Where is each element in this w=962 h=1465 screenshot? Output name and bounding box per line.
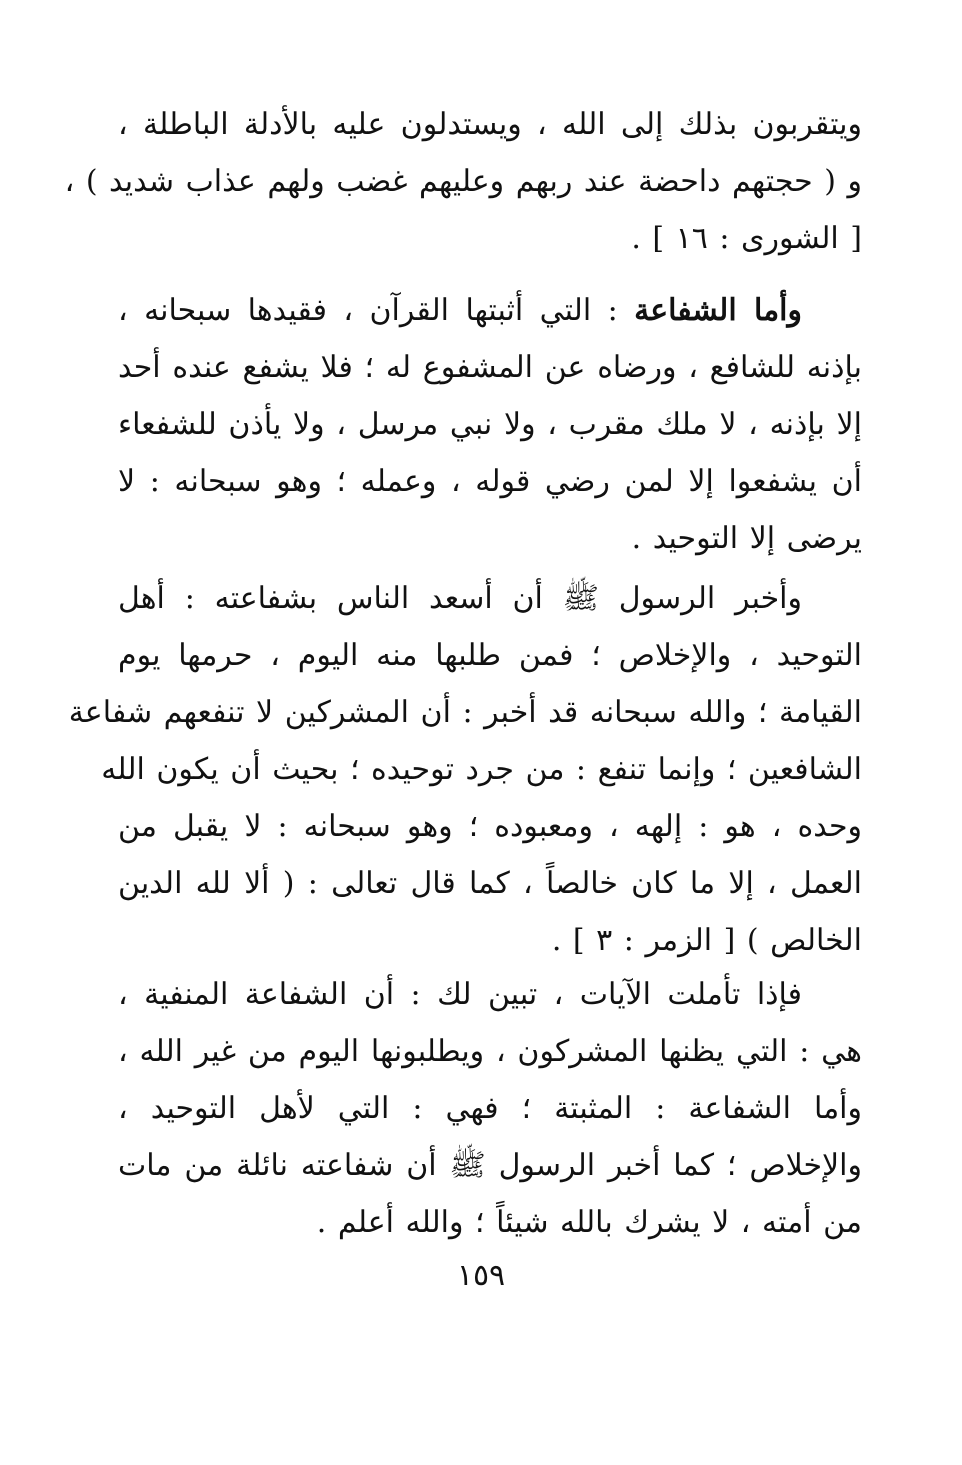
paragraph-2: [118, 282, 862, 567]
text-line: من أمته ، لا يشرك بالله شيئاً ؛ والله أعلم .: [316, 1205, 862, 1240]
text-line: العمل ، إلا ما كان خالصاً ، كما قال تعالى : ( ألا لله الدين: [118, 866, 862, 901]
text-line: و ( حجتهم داحضة عند ربهم وعليهم غضب ولهم عذاب شديد ) ،: [64, 164, 862, 199]
paragraph-heading: وأما الشفاعة: [634, 293, 803, 328]
text-line: ويتقربون بذلك إلى الله ، ويستدلون عليه بالأدلة الباطلة ،: [118, 107, 862, 142]
text-line: هي : التي يظنها المشركون ، ويطلبونها اليوم من غير الله ،: [118, 1034, 862, 1069]
text-line-with-heading: [118, 282, 862, 339]
text-line: الشافعين ؛ وإنما تنفع : من جرد توحيده ؛ بحيث أن يكون الله: [101, 752, 862, 787]
text-line: يرضى إلا التوحيد .: [631, 521, 862, 556]
text-line: [ الشورى : ١٦ ] .: [631, 221, 862, 256]
text-line: القيامة ؛ والله سبحانه قد أخبر : أن المشركين لا تنفعهم شفاعة: [68, 695, 862, 730]
text-line: فإذا تأملت الآيات ، تبين لك : أن الشفاعة المنفية ،: [118, 977, 802, 1012]
text-line: وأخبر الرسول ﷺ أن أسعد الناس بشفاعته : أهل: [118, 581, 802, 616]
paragraph-4: [118, 966, 862, 1251]
text-line-rest: : التي أثبتها القرآن ، فقيدها سبحانه ،: [118, 293, 635, 328]
paragraph-3: [68, 570, 862, 969]
text-line: التوحيد ، والإخلاص ؛ فمن طلبها منه اليوم ، حرمها يوم: [118, 638, 862, 673]
text-line: وأما الشفاعة : المثبتة ؛ فهي : التي لأهل التوحيد ،: [118, 1091, 862, 1126]
text-line: أن يشفعوا إلا لمن رضي قوله ، وعمله ؛ وهو سبحانه : لا: [118, 464, 862, 499]
text-line: إلا بإذنه ، لا ملك مقرب ، ولا نبي مرسل ، ولا يأذن للشفعاء: [118, 407, 862, 442]
page-number: ١٥٩: [456, 1258, 506, 1293]
text-line: الخالص ) [ الزمر : ٣ ] .: [551, 923, 862, 958]
paragraph-1: [64, 96, 862, 267]
text-line: وحده ، هو : إلهه ، ومعبوده ؛ وهو سبحانه : لا يقبل من: [118, 809, 862, 844]
text-line: بإذنه للشافع ، ورضاه عن المشفوع له ؛ فلا يشفع عنده أحد: [118, 350, 862, 385]
text-line: والإخلاص ؛ كما أخبر الرسول ﷺ أن شفاعته نائلة من مات: [118, 1148, 862, 1183]
